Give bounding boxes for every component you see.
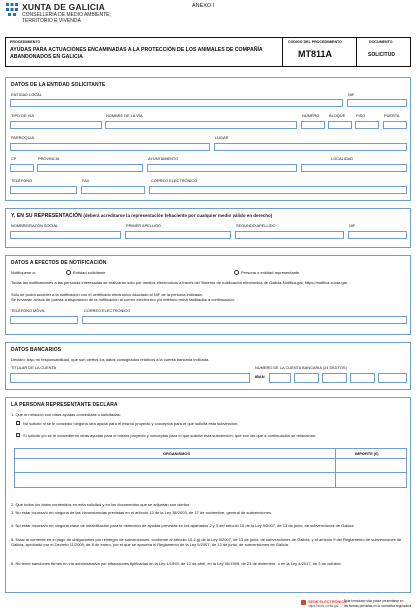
lugar-label: LUGAR: [215, 135, 229, 140]
aid-table-row1[interactable]: [15, 459, 406, 473]
col-organismos: ORGANISMOS: [163, 451, 191, 456]
procedure-box: [5, 37, 411, 67]
checkbox-other-aid-icon[interactable]: [16, 433, 20, 437]
fax-label: FAX: [82, 178, 90, 183]
declaration-item1: 1. Que en relación con otras ayudas concedidas o solicitadas:: [11, 412, 121, 417]
proc-divider2: [356, 38, 357, 66]
account-group-2[interactable]: [322, 373, 347, 383]
proc-title: AYUDAS PARA ACTUACIONES ENCAMINADAS A LA PROTECCIÓN DE LOS ANIMALES DE COMPAÑÍA ABANDONADOS EN GALICIA: [10, 47, 263, 60]
notify-option-entity[interactable]: [66, 270, 105, 275]
declaration-chk1: No solicitó ni se le concedió ninguna otra ayuda para el mismo proyecto y conceptos para el que solicita esta subvención.: [23, 421, 239, 426]
nombre-via-field[interactable]: [105, 121, 297, 129]
rep-apellido2-field[interactable]: [235, 231, 344, 239]
lugar-field[interactable]: [214, 143, 407, 151]
code-label: CÓDIGO DEL PROCEDIMIENTO: [288, 40, 342, 44]
titular-label: TITULAR DE LA CUENTA: [11, 365, 57, 370]
aid-table: [14, 448, 407, 488]
correo-field[interactable]: [149, 186, 407, 194]
annex-label: ANEXO I: [192, 3, 215, 9]
notification-p2: Sólo se podrá acceder a la notificación con el certificado electrónico asociado al NIF de la persona indicada.: [11, 292, 203, 297]
notify-option-entity-label: Entidad solicitante: [73, 270, 106, 275]
entity-section: [5, 77, 411, 201]
iban-label: IBAN: [255, 374, 265, 379]
fax-field[interactable]: [81, 186, 145, 194]
declaration-item6: 6. No tener sanciones firmes en vía administrativa por infracciones tipificadas en la Ley 1/1993, de 13 de abril, en la Ley 50/1999, de 23 de diciembre, o en la Ley 4/2017, de 3 de octubre.: [11, 561, 342, 566]
telefono-field[interactable]: [10, 186, 77, 194]
bank-title: DATOS BANCARIOS: [11, 347, 62, 353]
footer-note-line1: Este formulario sólo podrá presentarse en: [344, 599, 404, 603]
footer-note-line2: las formas previstas en la normativa reguladora: [344, 604, 412, 608]
bloque-field[interactable]: [328, 121, 352, 129]
notification-section: [5, 255, 411, 335]
account-group-3[interactable]: [350, 373, 375, 383]
aid-table-header: [15, 449, 406, 459]
declaration-section: [5, 397, 411, 593]
proc-label: PROCEDIMIENTO: [10, 40, 41, 44]
footer-url[interactable]: https://sede.xunta.gal: [308, 604, 339, 608]
notification-p3: Se enviarán avisos de puesta a disposición de la notificación al correo electrónico y/o teléfono móvil facilitados a continuación:: [11, 297, 235, 302]
notification-p1: Todas las notificaciones a las personas interesadas se realizarán sólo por medios electrónicos a través del Sistema de notificación electrónica de Galicia-Notifica.gal, https://notifica.xunta.gal.: [11, 280, 348, 285]
rep-nombre-field[interactable]: [10, 231, 121, 239]
doc-value: SOLICITUD: [368, 52, 395, 58]
notify-option-representative-label: Persona o entidad representante: [241, 270, 300, 275]
ayuntamiento-label: AYUNTAMIENTO: [148, 156, 179, 161]
account-group-1[interactable]: [294, 373, 319, 383]
declaration-item4: 4. No estar incursa/o en ninguna clase de inhabilitación para la obtención de ayudas previstas en los apartados 2 y 3 del artículo 10 de la Ley 9/2007, de 13 de junio, de subvenciones de Galicia.: [11, 523, 355, 528]
puerta-label: PUERTA: [384, 113, 400, 118]
parroquia-field[interactable]: [10, 143, 210, 151]
movil-field[interactable]: [10, 316, 78, 324]
dept-line1: CONSELLERÍA DE MEDIO AMBIENTE,: [22, 12, 111, 18]
correo-label: CORREO ELECTRÓNICO: [151, 178, 198, 183]
declaration-item2: 2. Que todos los datos contenidos en esta solicitud y en los documentos que se adjuntan son ciertos.: [11, 502, 191, 507]
rep-apellido1-field[interactable]: [125, 231, 231, 239]
localidad-label: LOCALIDAD: [331, 156, 354, 161]
tipo-via-field[interactable]: [10, 121, 102, 129]
numero-field[interactable]: [301, 121, 325, 129]
rep-apellido2-label: SEGUNDO APELLIDO: [236, 223, 276, 228]
dept-line2: TERRITORIO E VIVENDA: [22, 18, 81, 24]
cp-field[interactable]: [10, 164, 34, 172]
representation-title: [11, 213, 272, 219]
col-importe: IMPORTE (€): [355, 451, 379, 456]
aid-table-row2[interactable]: [15, 473, 406, 488]
telefono-label: TELÉFONO: [11, 178, 32, 183]
representation-title-note: (deberá acreditarse la representación fehaciente por cualquier medio válido en derecho): [83, 213, 273, 218]
notify-correo-label: CORREO ELECTRÓNICO: [84, 308, 131, 313]
rep-nif-field[interactable]: [348, 231, 407, 239]
entity-nif-label: NIF: [348, 92, 355, 97]
localidad-field[interactable]: [301, 164, 407, 172]
tipo-via-label: TIPO DE VÍA: [11, 113, 34, 118]
representation-section: [5, 208, 411, 248]
checkbox-no-aid-icon[interactable]: [16, 421, 20, 425]
iban-field[interactable]: [269, 373, 291, 383]
nombre-via-label: NOMBRE DE LA VÍA: [106, 113, 143, 118]
parroquia-label: PARROQUIA: [11, 135, 35, 140]
piso-label: PISO: [356, 113, 366, 118]
sede-logo-icon: [301, 600, 306, 605]
representation-title-main: Y, EN SU REPRESENTACIÓN: [11, 213, 82, 219]
entidad-local-field[interactable]: [10, 99, 343, 107]
movil-label: TELÉFONO MÓVIL: [11, 308, 46, 313]
cp-label: CP: [11, 156, 17, 161]
declaration-item3: 3. No estar incursa/o en ninguna de las circunstancias previstas en el artículo 13 de la Ley 38/2003, de 17 de noviembre, general de subvenciones.: [11, 510, 273, 515]
provincia-field[interactable]: [37, 164, 143, 172]
bank-declaration: Declaro, bajo mi responsabilidad, que son ciertos los datos consignados relativos a la cuenta bancaria indicada.: [11, 357, 210, 362]
radio-entity-icon[interactable]: [66, 270, 71, 275]
bloque-label: BLOQUE: [329, 113, 346, 118]
account-group-4[interactable]: [378, 373, 407, 383]
entidad-local-label: ENTIDAD LOCAL: [11, 92, 42, 97]
ayuntamiento-field[interactable]: [147, 164, 297, 172]
notifiquese-label: Notifíquese a:: [11, 270, 36, 275]
provincia-label: PROVINCIA: [38, 156, 60, 161]
declaration-title: LA PERSONA REPRESENTANTE DECLARA: [11, 402, 118, 408]
rep-nif-label: NIF: [349, 223, 356, 228]
xunta-logo: [5, 2, 19, 18]
numero-label: NÚMERO: [302, 113, 320, 118]
notify-correo-field[interactable]: [82, 316, 407, 324]
code-value: MT811A: [298, 49, 333, 59]
numero-cuenta-label: NÚMERO DE LA CUENTA BANCARIA (24 DÍGITOS): [255, 365, 347, 370]
sede-label: SEDE ELECTRÓNICA: [308, 600, 347, 604]
piso-field[interactable]: [355, 121, 379, 129]
rep-nombre-label: NOMBRE/RAZÓN SOCIAL: [11, 223, 59, 228]
notification-title: DATOS A EFECTOS DE NOTIFICACIÓN: [11, 260, 107, 266]
declaration-item5: 5. Estar al corriente en el pago de obligaciones por reintegro de subvenciones, conforme al artículo 10.2.g) de la Ley 9/2007, de 13 de junio, de subvenciones de Galicia, y el artículo 9 del Reglamento de subvenciones de Galicia, aprobado por el Decreto 11/2009, de 8 de enero, por el que se aprueba el Reglamento de la Ley 9/2007, de 13 de junio, de subvenciones de Galicia.: [11, 537, 402, 548]
puerta-field[interactable]: [383, 121, 407, 129]
org-name: XUNTA DE GALICIA: [22, 2, 106, 12]
radio-representative-icon[interactable]: [234, 270, 239, 275]
notify-option-representative[interactable]: [234, 270, 299, 275]
entity-title: DATOS DE LA ENTIDAD SOLICITANTE: [11, 82, 106, 88]
proc-divider1: [282, 38, 283, 66]
doc-label: DOCUMENTO: [369, 40, 393, 44]
entity-nif-field[interactable]: [347, 99, 407, 107]
declaration-chk2: Sí solicitó y/o se le concedieron otras ayudas para el mismo proyecto y conceptos para el que solicita esta subvención, que son las que a continuación se relacionan:: [23, 433, 317, 438]
rep-apellido1-label: PRIMER APELLIDO: [126, 223, 162, 228]
bank-section: [5, 342, 411, 390]
titular-field[interactable]: [10, 373, 250, 383]
